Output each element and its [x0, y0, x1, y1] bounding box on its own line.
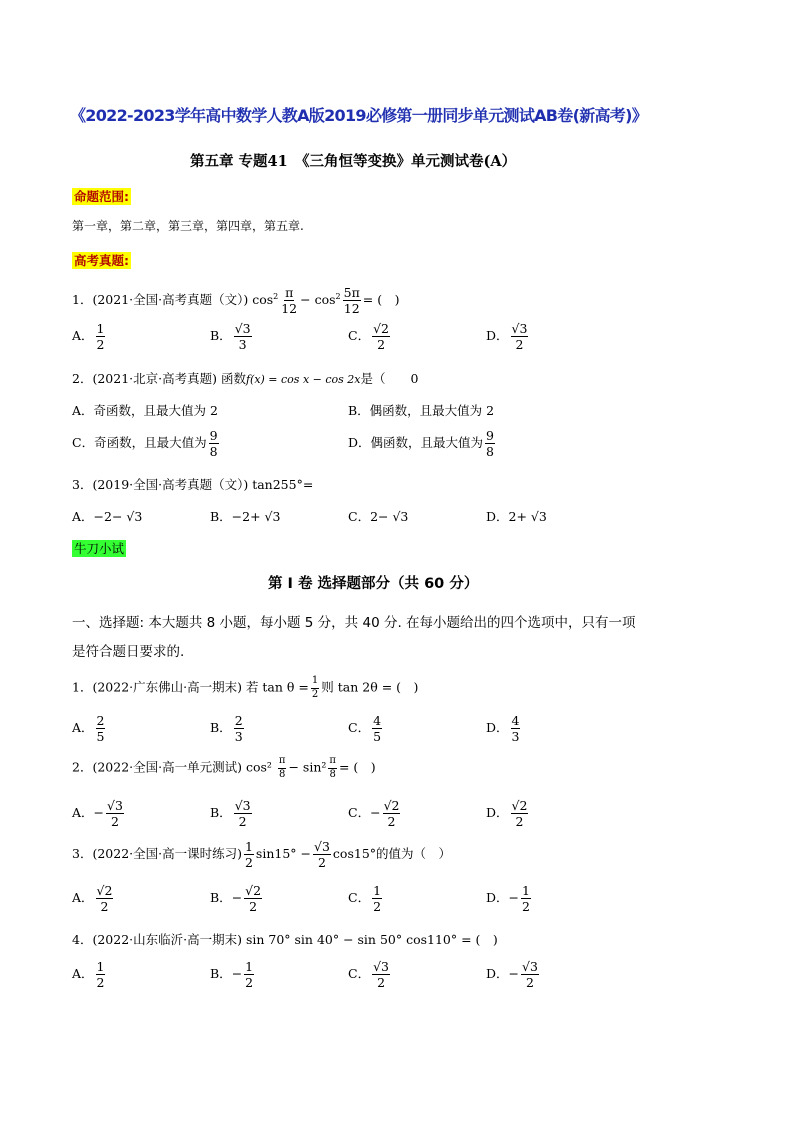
- gk-q3-option-b: B．−2+ √3: [210, 509, 281, 524]
- question-4-option-a: A． $\frac{1}{2}$: [72, 959, 105, 991]
- gk-q1-option-d: D． $\frac{√3}{2}$: [486, 321, 528, 353]
- part1-instructions-line2: 是符合题日要求的.: [72, 644, 185, 660]
- gk-q2-option-a: A．奇函数，且最大值为 2: [72, 403, 218, 418]
- gk-q2-stem: 2．(2021·北京·高考真题) 函数f(x) = cos x − cos 2x是（ 0: [72, 371, 419, 386]
- question-3-option-a: A． $\frac{√2}{2}$: [72, 883, 113, 915]
- gk-q1-stem: 1．(2021·全国·高考真题（文）) $\cos^2$ $\frac{\pi}{12}$ − $\cos^2$ $\frac{5\pi}{12}$ = ( ): [72, 285, 400, 317]
- question-1-option-b: B． $\frac{2}{3}$: [210, 713, 243, 745]
- document-subtitle: 第五章 专题41 《三角恒等变换》单元测试卷(A）: [190, 153, 517, 170]
- gk-q3-option-d: D．2+ √3: [486, 509, 547, 524]
- gk-q3-stem: 3．(2019·全国·高考真题（文）) tan255°=: [72, 477, 314, 492]
- gaokao-tag: 高考真题:: [74, 253, 129, 268]
- question-2-option-c: C．− $\frac{√2}{2}$: [348, 798, 400, 830]
- gk-q1-option-b: B． $\frac{√3}{3}$: [210, 321, 251, 353]
- question-3-option-b: B．− $\frac{√2}{2}$: [210, 883, 262, 915]
- scope-text: 第一章，第二章，第三章，第四章，第五章.: [72, 219, 304, 233]
- part1-heading: 第 I 卷 选择题部分（共 60 分）: [268, 576, 479, 592]
- question-1-option-c: C． $\frac{4}{5}$: [348, 713, 382, 745]
- question-2-option-a: A．− $\frac{√3}{2}$: [72, 798, 123, 830]
- gk-q2-option-c: C．奇函数，且最大值为 $\frac{9}{8}$: [72, 428, 218, 460]
- gk-q1-option-c: C． $\frac{√2}{2}$: [348, 321, 389, 353]
- question-1-option-a: A． $\frac{2}{5}$: [72, 713, 105, 745]
- trial-tag: 牛刀小试: [74, 541, 125, 556]
- gk-q2-option-b: B．偶函数，且最大值为 2: [348, 403, 495, 418]
- document-title: 《2022-2023学年高中数学人教A版2019必修第一册同步单元测试AB卷(新高考)》: [70, 106, 648, 125]
- gk-q3-option-c: C．2− √3: [348, 509, 409, 524]
- question-3-stem: 3．(2022·全国·高一课时练习) $\frac{1}{2}$ sin15° − $\frac{√3}{2}$ cos15°的值为（ ）: [72, 839, 452, 871]
- question-2-option-b: B． $\frac{√3}{2}$: [210, 798, 251, 830]
- question-1-option-d: D． $\frac{4}{3}$: [486, 713, 520, 745]
- question-4-stem: 4．(2022·山东临沂·高一期末) sin 70° sin 40° − sin 50° cos110° = ( ): [72, 932, 498, 947]
- question-4-option-c: C． $\frac{√3}{2}$: [348, 959, 389, 991]
- scope-tag: 命题范围:: [74, 189, 129, 204]
- question-2-stem: 2．(2022·全国·高一单元测试) cos² $\frac{\pi}{8}$ − sin² $\frac{\pi}{8}$ = ( ): [72, 755, 376, 780]
- question-4-option-b: B．− $\frac{1}{2}$: [210, 959, 254, 991]
- question-1-stem: 1．(2022·广东佛山·高一期末) 若 tan θ = $\frac{1}{2}$ 则 tan 2θ = ( ): [72, 675, 419, 700]
- gk-q3-option-a: A．−2− √3: [72, 509, 143, 524]
- gk-q2-option-d: D．偶函数，且最大值为 $\frac{9}{8}$: [348, 428, 494, 460]
- question-4-option-d: D．− $\frac{√3}{2}$: [486, 959, 538, 991]
- question-2-option-d: D． $\frac{√2}{2}$: [486, 798, 528, 830]
- question-3-option-d: D．− $\frac{1}{2}$: [486, 883, 530, 915]
- question-3-option-c: C． $\frac{1}{2}$: [348, 883, 382, 915]
- part1-instructions-line1: 一、选择题: 本大题共 8 小题，每小题 5 分，共 40 分. 在每小题给出的四个选项中，只有一项: [72, 615, 636, 631]
- gk-q1-option-a: A． $\frac{1}{2}$: [72, 321, 105, 353]
